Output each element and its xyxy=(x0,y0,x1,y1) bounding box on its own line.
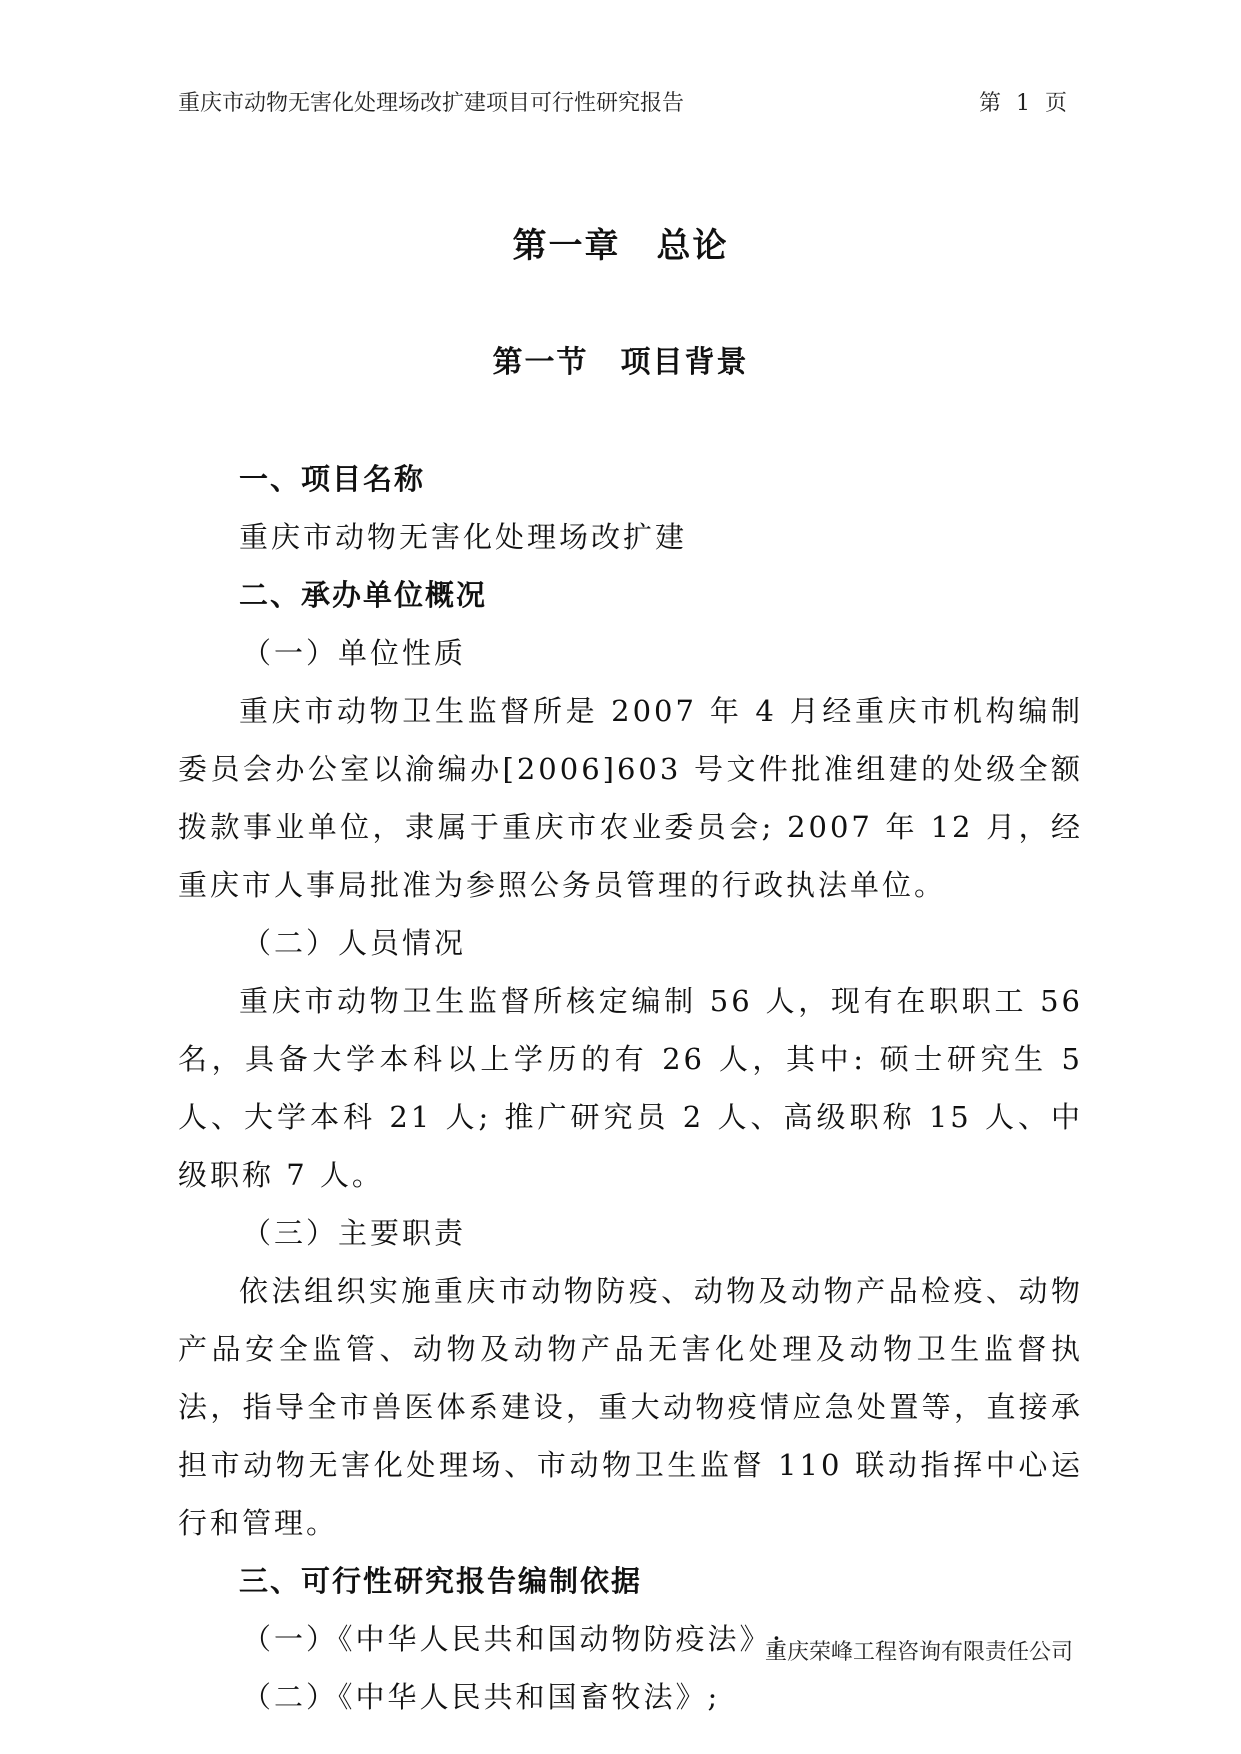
page-header xyxy=(178,86,1071,120)
section-title: 第一节 项目背景 xyxy=(492,345,749,380)
basis-item-2: （二）《中华人民共和国畜牧法》; xyxy=(242,1680,721,1714)
page-number: 第 1 页 xyxy=(979,91,1071,116)
basis-item-1: （一）《中华人民共和国动物防疫法》; xyxy=(242,1622,785,1656)
subheading-duties: （三）主要职责 xyxy=(242,1216,467,1250)
heading-basis: 三、可行性研究报告编制依据 xyxy=(239,1564,643,1598)
document-body xyxy=(178,450,1083,1726)
chapter-title: 第一章 总论 xyxy=(512,226,729,266)
heading-project-name: 一、项目名称 xyxy=(239,462,426,496)
subheading-nature: （一）单位性质 xyxy=(242,636,467,670)
subheading-staff: （二）人员情况 xyxy=(242,926,467,960)
heading-organization-overview: 二、承办单位概况 xyxy=(239,578,488,612)
header-title: 重庆市动物无害化处理场改扩建项目可行性研究报告 xyxy=(178,91,685,116)
paragraph-staff: 重庆市动物卫生监督所核定编制 56 人，现有在职职工 56 名，具备大学本科以上学历的有 26 人，其中: 硕士研究生 5 人、大学本科 21 人; 推广研究员 2 人、高级职称 15 人、中级职称 7 人。 xyxy=(178,984,1083,1192)
paragraph-duties: 依法组织实施重庆市动物防疫、动物及动物产品检疫、动物产品安全监管、动物及动物产品无害化处理及动物卫生监督执法，指导全市兽医体系建设，重大动物疫情应急处置等，直接承担市动物无害化处理场、市动物卫生监督 110 联动指挥中心运行和管理。 xyxy=(178,1274,1083,1540)
paragraph-project-name: 重庆市动物无害化处理场改扩建 xyxy=(239,520,688,554)
page-footer: 重庆荣峰工程咨询有限责任公司 xyxy=(764,1640,1073,1665)
paragraph-nature: 重庆市动物卫生监督所是 2007 年 4 月经重庆市机构编制委员会办公室以渝编办[2006]603 号文件批准组建的处级全额拨款事业单位，隶属于重庆市农业委员会; 2007 年 12 月，经重庆市人事局批准为参照公务员管理的行政执法单位。 xyxy=(178,694,1083,902)
